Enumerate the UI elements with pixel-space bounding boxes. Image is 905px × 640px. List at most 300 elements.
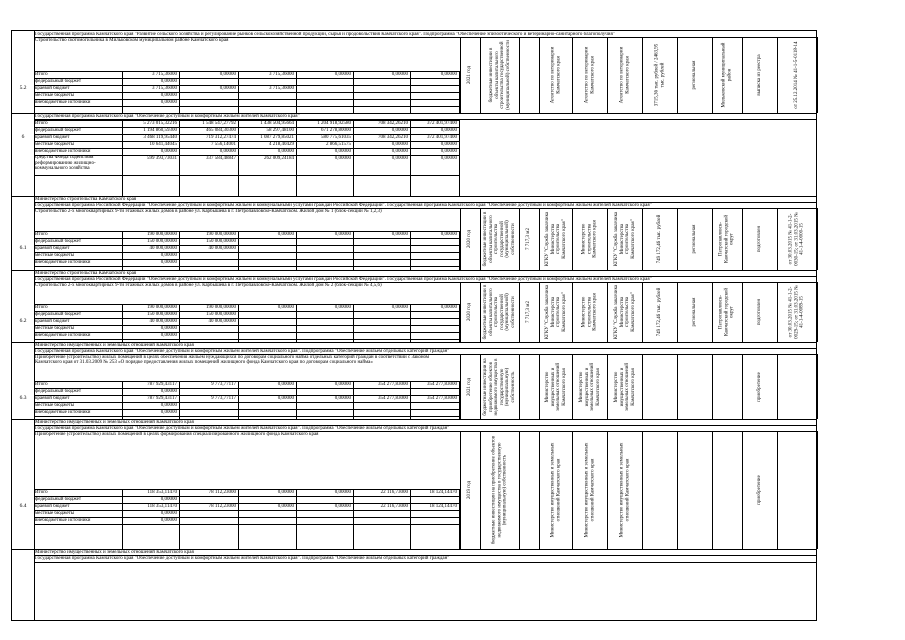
attribute-cell bbox=[777, 208, 817, 270]
row-value bbox=[238, 388, 296, 395]
row-rule bbox=[34, 524, 459, 525]
row-value: 0,00000 bbox=[391, 305, 408, 310]
row-value bbox=[296, 78, 353, 85]
row-label: федеральный бюджет bbox=[35, 497, 82, 502]
attribute-text: 2019 год bbox=[467, 480, 473, 500]
row-value bbox=[353, 510, 410, 517]
row-value bbox=[238, 238, 296, 245]
attribute-text: от 30.03.2015 № 41-1-2-0029-15; от 31.03.2015 № 41-1-4-0089-15 bbox=[788, 285, 805, 339]
row-label: местные бюджеты bbox=[35, 403, 75, 408]
attribute-text: 749 172,46 тыс. рублей bbox=[656, 287, 662, 337]
row-value: 0,00000 bbox=[160, 79, 177, 84]
row-value bbox=[296, 332, 353, 339]
row-value bbox=[410, 78, 459, 85]
attribute-text: бюджетные инвестиции на приобретение объектов недвижимого имущества в государственную (муниципальную) собственность bbox=[482, 357, 516, 416]
row-label: федеральный бюджет bbox=[35, 312, 82, 317]
row-value: 465 084,30300 bbox=[206, 128, 236, 133]
row-value: 0,00000 bbox=[160, 497, 177, 502]
row-value bbox=[353, 332, 410, 339]
row-value: 0,00000 bbox=[391, 142, 408, 147]
attribute-text: Министерство строительства Камчатского края bbox=[581, 220, 598, 258]
attribute-cell bbox=[539, 354, 572, 419]
row-value: 22 116,73000 bbox=[380, 504, 408, 509]
row-value: 0,00000 bbox=[334, 156, 351, 161]
row-value bbox=[238, 409, 296, 416]
object-description: Строительство скотомогильника в Мильковском муниципальном районе Камчатского края bbox=[35, 37, 229, 43]
row-label: краевой бюджет bbox=[35, 86, 70, 91]
row-value: 0,00000 bbox=[219, 149, 236, 154]
row-label: местные бюджеты bbox=[35, 511, 75, 516]
row-label: внебюджетные источники bbox=[35, 149, 91, 154]
row-value: 337 584,48847 bbox=[206, 156, 236, 161]
attribute-cell bbox=[712, 354, 742, 419]
row-label: местные бюджеты bbox=[35, 253, 75, 258]
row-value: 0,00000 bbox=[440, 72, 457, 77]
object-description: Строительство 2-х многоквартирных 9-ти этажных жилых домов в районе ул. Карбышева в г. Петропавловске-Камчатском. Жилой дом № 1 (блок-секции № 1,2,3) bbox=[35, 208, 382, 214]
row-value bbox=[353, 496, 410, 503]
section-number: 5.2 bbox=[19, 85, 27, 91]
row-value: 118 353,11470 bbox=[147, 490, 177, 495]
row-value: 0,00000 bbox=[160, 410, 177, 415]
row-value bbox=[353, 99, 410, 106]
row-value: 0,00000 bbox=[391, 232, 408, 237]
attribute-text: Министерство имущественных и земельных отношений Камчатского края bbox=[578, 362, 601, 411]
row-value: 3 715,36000 bbox=[269, 86, 294, 91]
row-value bbox=[238, 99, 296, 106]
row-value bbox=[410, 510, 459, 517]
section-number: 6.3 bbox=[19, 395, 27, 401]
row-value: 354 277,83000 bbox=[378, 396, 408, 401]
row-value bbox=[179, 402, 238, 409]
row-value bbox=[410, 332, 459, 339]
section-number: 6.4 bbox=[19, 503, 27, 509]
row-value bbox=[296, 85, 353, 92]
row-value: 599 393,73031 bbox=[147, 156, 177, 161]
attribute-cell bbox=[677, 431, 712, 549]
row-value: 0,00000 bbox=[277, 382, 294, 387]
row-label: Итого bbox=[35, 72, 48, 77]
program-title: Государственная программа Камчатского края "Обеспечение доступным и комфортным жильем жителей Камчатского края". Подпрограмма "Обеспечение жильем отдельных категорий граждан" bbox=[35, 348, 450, 354]
attribute-cell bbox=[677, 37, 712, 113]
attribute-text: КГКУ "Служба заказчика Министерства строительства Камчатского края" bbox=[613, 211, 636, 267]
section-header-line: Министерство имущественных и земельных отношений Камчатского края bbox=[35, 549, 194, 555]
row-label: внебюджетные источники bbox=[35, 333, 91, 338]
row-value: 150 000,00000 bbox=[206, 239, 236, 244]
row-value bbox=[179, 325, 238, 332]
attribute-text: 7 717,3 м2 bbox=[526, 228, 532, 250]
row-value bbox=[353, 325, 410, 332]
row-value: 0,00000 bbox=[440, 156, 457, 161]
row-value: 0,00000 bbox=[160, 403, 177, 408]
row-value: 372 401,97400 bbox=[427, 135, 457, 140]
row-value: 18 124,14470 bbox=[429, 490, 457, 495]
attribute-text: 3715,36 тыс. рублей / 2463,95 тыс. рублей bbox=[653, 43, 665, 107]
attribute-cell bbox=[777, 37, 817, 113]
row-value: 0,00000 bbox=[277, 504, 294, 509]
row-value bbox=[238, 311, 296, 318]
row-label: внебюджетные источники bbox=[35, 100, 91, 105]
attribute-cell bbox=[460, 37, 480, 113]
row-value bbox=[238, 325, 296, 332]
program-title: Государственная программа Камчатского края "Обеспечение доступным и комфортным жильем жителей Камчатского края" bbox=[35, 113, 300, 119]
attribute-text: 749 172,46 тыс. рублей bbox=[656, 214, 662, 264]
row-value bbox=[353, 85, 410, 92]
attribute-text: Агентство по ветеринарии Камчатского края bbox=[583, 46, 595, 104]
row-value: 0,00000 bbox=[277, 305, 294, 310]
row-label: федеральный бюджет bbox=[35, 239, 82, 244]
row-value bbox=[353, 409, 410, 416]
program-title: Государственная программа Камчатского края "Развитие сельского хозяйства и регулирование рынков сельскохозяйственной продукции, сырья и продовольствия Камчатского края". Подпрограмма "Обеспечение эпизоотического и ветеринарно-санитарного благополучия" bbox=[35, 31, 615, 37]
row-value bbox=[238, 318, 296, 325]
row-value bbox=[296, 388, 353, 395]
row-value bbox=[179, 78, 238, 85]
row-label: Итого bbox=[35, 382, 48, 387]
row-label: краевой бюджет bbox=[35, 246, 70, 251]
row-value: 9 773,77117 bbox=[211, 382, 236, 387]
attribute-cell bbox=[777, 431, 817, 549]
row-value: 22 116,73000 bbox=[380, 490, 408, 495]
row-label: внебюджетные источники bbox=[35, 518, 91, 523]
row-value bbox=[353, 252, 410, 259]
row-value bbox=[410, 325, 459, 332]
row-value: 0,00000 bbox=[160, 389, 177, 394]
row-value: 0,00000 bbox=[391, 149, 408, 154]
row-value: 190 000,00000 bbox=[206, 232, 236, 237]
row-value: 150 000,00000 bbox=[147, 312, 177, 317]
attribute-text: Министерство имущественных и земельных отношений Камчатского края bbox=[618, 442, 630, 538]
row-label: внебюджетные источники bbox=[35, 260, 91, 265]
attribute-text: Министерство имущественных и земельных отношений Камчатского края bbox=[544, 362, 567, 411]
section-header-line: Министерство строительства Камчатского края bbox=[35, 196, 137, 202]
row-value: 3 715,36000 bbox=[269, 72, 294, 77]
row-value bbox=[179, 496, 238, 503]
row-value bbox=[353, 259, 410, 266]
row-value: 0,00000 bbox=[160, 93, 177, 98]
row-value bbox=[296, 517, 353, 524]
attribute-cell bbox=[742, 282, 777, 342]
row-value: 580 775,61035 bbox=[321, 135, 351, 140]
row-value: 787 929,43117 bbox=[147, 382, 177, 387]
row-value: 4 218,40429 bbox=[269, 142, 294, 147]
attribute-text: КГКУ "Служба заказчика Министерства строительства Камчатского края" bbox=[544, 284, 567, 340]
row-value bbox=[410, 245, 459, 252]
row-value bbox=[296, 245, 353, 252]
row-value: 0,00000 bbox=[160, 100, 177, 105]
attr-column-line bbox=[817, 354, 818, 419]
row-value: 0,00000 bbox=[334, 396, 351, 401]
attribute-cell bbox=[677, 282, 712, 342]
row-value: 0,00000 bbox=[440, 128, 457, 133]
row-rule bbox=[34, 175, 459, 176]
attribute-text: региональная bbox=[691, 60, 697, 90]
object-description: Приобретение (строительство) жилых помещений в целях обеспечения жильем нуждающихся по договорам социального найма отдельных категорий граждан в соответствии с Законом Камчатского края от 31.03.2009 № 253 «О порядке предоставления жилых помещений жилищного фонда Камчатского края по договорам социального найма» bbox=[35, 354, 430, 366]
attribute-cell bbox=[712, 282, 742, 342]
row-value: 0,00000 bbox=[391, 156, 408, 161]
attribute-cell bbox=[539, 37, 572, 113]
attribute-cell bbox=[460, 208, 480, 270]
row-value bbox=[179, 409, 238, 416]
row-value bbox=[238, 245, 296, 252]
row-value bbox=[238, 92, 296, 99]
row-value: 1 194 860,59300 bbox=[143, 128, 177, 133]
row-value bbox=[353, 78, 410, 85]
attr-column-line bbox=[817, 431, 818, 549]
attribute-cell bbox=[607, 354, 642, 419]
row-value: 354 277,83000 bbox=[427, 396, 457, 401]
row-value bbox=[410, 252, 459, 259]
row-value bbox=[179, 99, 238, 106]
row-value: 2 866,51575 bbox=[326, 142, 351, 147]
row-value: 0,00000 bbox=[160, 260, 177, 265]
row-value bbox=[353, 245, 410, 252]
attribute-cell bbox=[460, 354, 480, 419]
attribute-cell bbox=[712, 208, 742, 270]
row-value: 40 000,00000 bbox=[149, 319, 177, 324]
row-value bbox=[296, 409, 353, 416]
row-value: 3 468 119,95440 bbox=[143, 135, 177, 140]
attribute-text: Петропавловск-Камчатский городской округ bbox=[718, 287, 735, 337]
row-value: 78 112,23000 bbox=[208, 490, 236, 495]
object-description: Строительство 2-х многоквартирных 9-ти этажных жилых домов в районе ул. Карбышева в г. Петропавловске-Камчатском. Жилой дом № 2 (блок-секции № 4,5,6) bbox=[35, 282, 382, 288]
row-value bbox=[238, 517, 296, 524]
row-value bbox=[410, 259, 459, 266]
attribute-cell bbox=[642, 37, 677, 113]
row-value: 708 342,26210 bbox=[378, 135, 408, 140]
row-value: 0,00000 bbox=[219, 86, 236, 91]
row-value: 0,00000 bbox=[219, 72, 236, 77]
attribute-text: Агентство по ветеринарии Камчатского края bbox=[549, 46, 561, 104]
row-value bbox=[410, 99, 459, 106]
attribute-cell bbox=[777, 354, 817, 419]
row-value: 0,00000 bbox=[334, 149, 351, 154]
attribute-cell bbox=[539, 431, 572, 549]
row-value bbox=[410, 238, 459, 245]
row-label: Итого bbox=[35, 305, 48, 310]
row-label: краевой бюджет bbox=[35, 504, 70, 509]
attribute-text: региональная bbox=[691, 297, 697, 327]
row-value bbox=[353, 388, 410, 395]
row-label: федеральный бюджет bbox=[35, 128, 82, 133]
row-value: 7 556,14001 bbox=[211, 142, 236, 147]
attribute-text: Мильковский муниципальный район bbox=[721, 42, 732, 108]
row-value bbox=[353, 238, 410, 245]
attribute-cell bbox=[742, 431, 777, 549]
row-value bbox=[296, 92, 353, 99]
row-value: 0,00000 bbox=[440, 232, 457, 237]
row-value: 0,00000 bbox=[160, 326, 177, 331]
row-value bbox=[296, 318, 353, 325]
row-value: 118 353,11470 bbox=[147, 504, 177, 509]
row-value bbox=[353, 92, 410, 99]
row-value bbox=[353, 517, 410, 524]
section-header-line: Министерство строительства Камчатского края bbox=[35, 270, 137, 276]
investment-table bbox=[11, 30, 817, 621]
row-value bbox=[179, 252, 238, 259]
row-value: 708 342,26210 bbox=[378, 121, 408, 126]
attribute-cell bbox=[642, 354, 677, 419]
section-number: 6.1 bbox=[19, 245, 27, 251]
row-value: 0,00000 bbox=[160, 149, 177, 154]
attribute-text: от 25.12.2014 № 41-1-5-0118-14 bbox=[794, 41, 800, 109]
row-value bbox=[410, 402, 459, 409]
attribute-cell bbox=[572, 37, 607, 113]
row-value: 0,00000 bbox=[391, 72, 408, 77]
attribute-text: Министерство строительства Камчатского края bbox=[581, 293, 598, 331]
attribute-text: региональная bbox=[691, 224, 697, 254]
attribute-text: от 30.03.2015 № 41-1-2-0030-15; от 31.03.2015 № 41-1-4-0000-15 bbox=[788, 212, 805, 266]
row-value: 0,00000 bbox=[277, 149, 294, 154]
row-value: 787 929,43117 bbox=[147, 396, 177, 401]
section-header-line: Государственная программа Камчатского края "Обеспечение доступным и комфортным жильем жителей Камчатского края". Подпрограмма "Обеспечение жильем отдельных категорий граждан" bbox=[35, 425, 450, 431]
row-label: Итого bbox=[35, 121, 48, 126]
row-value bbox=[296, 325, 353, 332]
row-value bbox=[410, 409, 459, 416]
row-label: местные бюджеты bbox=[35, 142, 75, 147]
row-label: Итого bbox=[35, 490, 48, 495]
attribute-text: приобретение bbox=[756, 475, 762, 505]
row-value bbox=[179, 332, 238, 339]
row-value bbox=[296, 99, 353, 106]
program-title: Государственная программа Камчатского края "Обеспечение доступным и комфортным жильем жителей Камчатского края". Подпрограмма "Обеспечение жильем отдельных категорий граждан" bbox=[35, 555, 450, 561]
row-value: 1 438 504,95664 bbox=[260, 121, 294, 126]
row-value: 0,00000 bbox=[440, 149, 457, 154]
row-value bbox=[238, 510, 296, 517]
row-value bbox=[296, 510, 353, 517]
row-label: местные бюджеты bbox=[35, 326, 75, 331]
row-value: 18 124,14470 bbox=[429, 504, 457, 509]
attribute-cell bbox=[607, 282, 642, 342]
attribute-text: Министерство имущественных и земельных отношений Камчатского края bbox=[583, 442, 595, 538]
attribute-cell bbox=[480, 431, 519, 549]
row-value: 5 273 015,32216 bbox=[143, 121, 177, 126]
row-value bbox=[238, 252, 296, 259]
attribute-text: бюджетные инвестиции в объекты капитального строительства государственной (муниципальной) собственности bbox=[488, 40, 511, 110]
row-value: 150 000,00000 bbox=[147, 239, 177, 244]
row-label: краевой бюджет bbox=[35, 396, 70, 401]
attribute-text: Министерство имущественных и земельных отношений Камчатского края bbox=[613, 362, 636, 411]
row-value bbox=[238, 332, 296, 339]
object-description: Приобретение (строительство) жилых помещений в целях формирования специализированного жилищного фонда Камчатского края bbox=[35, 431, 319, 437]
row-value: 40 000,00000 bbox=[149, 246, 177, 251]
attribute-text: КГКУ "Служба заказчика Министерства строительства Камчатского края" bbox=[613, 284, 636, 340]
attribute-cell bbox=[519, 208, 539, 270]
attribute-text: 7 717,3 м2 bbox=[526, 301, 532, 323]
attribute-cell bbox=[519, 282, 539, 342]
row-value bbox=[410, 92, 459, 99]
attribute-text: приобретение bbox=[756, 371, 762, 402]
attribute-text: Агентство по ветеринарии Камчатского края bbox=[618, 46, 630, 104]
row-value bbox=[410, 85, 459, 92]
row-value: 0,00000 bbox=[160, 511, 177, 516]
attribute-text: бюджетные инвестиции в объекты капитального строительства государственной (муниципальной) собственности bbox=[482, 284, 516, 340]
row-value: 1 204 918,92580 bbox=[317, 121, 351, 126]
row-value: 1 087 279,85021 bbox=[260, 135, 294, 140]
attribute-cell bbox=[742, 208, 777, 270]
row-value bbox=[179, 510, 238, 517]
row-value: 0,00000 bbox=[277, 490, 294, 495]
row-value bbox=[296, 496, 353, 503]
row-value: 78 112,23000 bbox=[208, 504, 236, 509]
attribute-cell bbox=[742, 354, 777, 419]
row-label: федеральный бюджет bbox=[35, 389, 82, 394]
attribute-text: 2020 год bbox=[467, 229, 473, 249]
row-value: 190 000,00000 bbox=[147, 305, 177, 310]
row-value bbox=[179, 92, 238, 99]
row-value: 0,00000 bbox=[334, 504, 351, 509]
row-value: 0,00000 bbox=[334, 382, 351, 387]
attribute-cell bbox=[539, 208, 572, 270]
row-rule bbox=[34, 266, 459, 267]
row-value: 372 401,97400 bbox=[427, 121, 457, 126]
row-rule bbox=[34, 416, 459, 417]
attr-column-line bbox=[817, 208, 818, 270]
row-value: 0,00000 bbox=[334, 490, 351, 495]
attribute-cell bbox=[712, 431, 742, 549]
attribute-text: Министерство имущественных и земельных отношений Камчатского края bbox=[549, 442, 561, 538]
attribute-cell bbox=[742, 37, 777, 113]
attribute-cell bbox=[607, 431, 642, 549]
row-label: краевой бюджет bbox=[35, 319, 70, 324]
row-label: местные бюджеты bbox=[35, 93, 75, 98]
row-value: 0,00000 bbox=[277, 232, 294, 237]
row-value: 9 773,77117 bbox=[211, 396, 236, 401]
attribute-cell bbox=[572, 208, 607, 270]
row-value: 0,00000 bbox=[391, 128, 408, 133]
attribute-cell bbox=[677, 208, 712, 270]
row-rule bbox=[34, 106, 459, 107]
section-number: 6.2 bbox=[19, 318, 27, 324]
row-value: 3 715,36000 bbox=[152, 72, 177, 77]
row-value: 0,00000 bbox=[277, 396, 294, 401]
row-value: 3 715,36000 bbox=[152, 86, 177, 91]
attribute-cell bbox=[460, 282, 480, 342]
row-rule bbox=[34, 339, 459, 340]
section-header-line: Министерство имущественных и земельных отношений Камчатского края bbox=[35, 419, 194, 425]
row-value: 0,00000 bbox=[440, 142, 457, 147]
attribute-cell bbox=[777, 282, 817, 342]
attribute-text: бюджетные инвестиции на приобретение объектов недвижимого имущества в государственную (муниципальную) собственность bbox=[491, 435, 508, 545]
attribute-cell bbox=[642, 208, 677, 270]
attribute-cell bbox=[480, 208, 519, 270]
row-value bbox=[238, 259, 296, 266]
row-label: федеральный бюджет bbox=[35, 79, 82, 84]
attribute-cell bbox=[677, 354, 712, 419]
row-value bbox=[238, 78, 296, 85]
row-value: 0,00000 bbox=[160, 253, 177, 258]
row-value: 58 297,48100 bbox=[266, 128, 294, 133]
attribute-text: КГКУ "Служба заказчика Министерства строительства Камчатского края" bbox=[544, 211, 567, 267]
row-value bbox=[296, 252, 353, 259]
program-title: Государственная программа Российской Федерации "Обеспечение доступным и комфортным жильем и коммунальными услугами граждан Российской Федерации". Государственная программа Камчатского края "Обеспечение доступным и комфортным жильем жителей Камчатского края" bbox=[35, 202, 652, 208]
attribute-cell bbox=[607, 208, 642, 270]
attribute-text: выписка из реестра bbox=[756, 54, 762, 96]
attribute-text: 2021 год bbox=[467, 377, 473, 396]
attribute-cell bbox=[480, 354, 519, 419]
section-number: 6 bbox=[21, 134, 25, 140]
grid-v-line bbox=[459, 120, 460, 196]
row-value bbox=[410, 311, 459, 318]
row-value: 40 000,00000 bbox=[208, 319, 236, 324]
row-value: 0,00000 bbox=[334, 232, 351, 237]
row-label: краевой бюджет bbox=[35, 135, 70, 140]
row-value bbox=[238, 496, 296, 503]
row-value: 40 000,00000 bbox=[208, 246, 236, 251]
row-value bbox=[353, 318, 410, 325]
row-value bbox=[179, 517, 238, 524]
row-value: 190 000,00000 bbox=[147, 232, 177, 237]
attribute-cell bbox=[519, 37, 539, 113]
attribute-text: подготовлен bbox=[756, 225, 762, 253]
